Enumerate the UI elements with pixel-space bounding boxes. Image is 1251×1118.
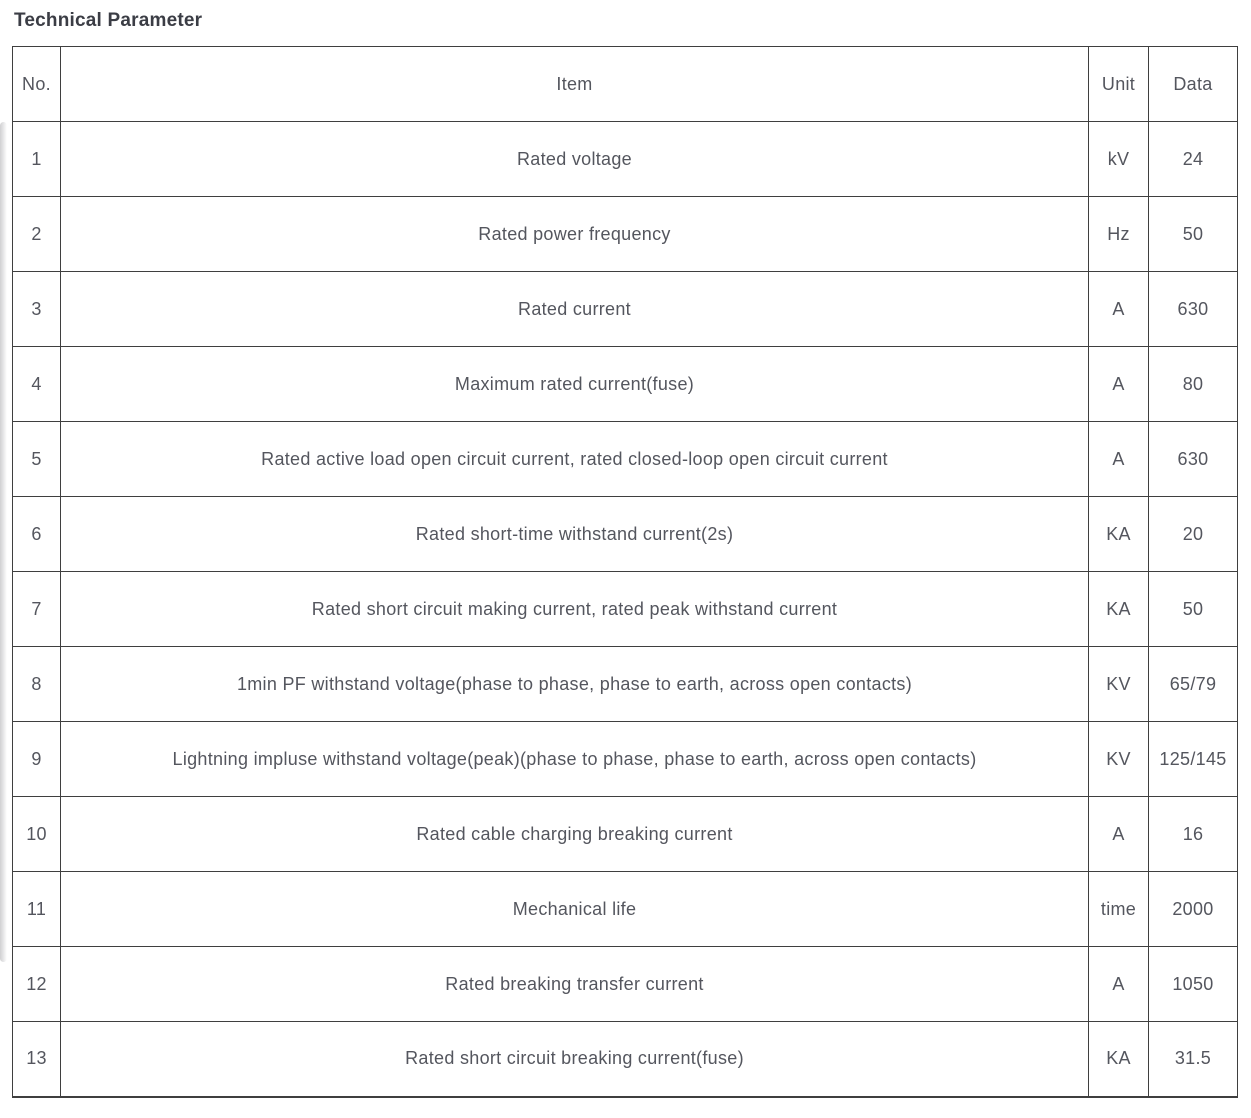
cell-item: Lightning impluse withstand voltage(peak)(phase to phase, phase to earth, across open contacts) (61, 722, 1089, 797)
header-item: Item (61, 47, 1089, 122)
header-data: Data (1149, 47, 1238, 122)
cell-no: 6 (13, 497, 61, 572)
cell-data: 125/145 (1149, 722, 1238, 797)
cell-item: Rated cable charging breaking current (61, 797, 1089, 872)
cell-unit: A (1089, 797, 1149, 872)
cell-no: 8 (13, 647, 61, 722)
cell-item: Rated short-time withstand current(2s) (61, 497, 1089, 572)
table-row (13, 272, 1238, 347)
table-row (13, 572, 1238, 647)
cell-no: 7 (13, 572, 61, 647)
left-edge-shadow (0, 122, 7, 962)
cell-unit: KV (1089, 647, 1149, 722)
table-row (13, 722, 1238, 797)
cell-data: 31.5 (1149, 1022, 1238, 1097)
cell-no: 11 (13, 872, 61, 947)
cell-item: Rated active load open circuit current, rated closed-loop open circuit current (61, 422, 1089, 497)
technical-parameter-table (12, 46, 1238, 1098)
cell-no: 12 (13, 947, 61, 1022)
page-title: Technical Parameter (14, 10, 203, 31)
table-row (13, 197, 1238, 272)
cell-no: 2 (13, 197, 61, 272)
cell-no: 9 (13, 722, 61, 797)
cell-item: Rated breaking transfer current (61, 947, 1089, 1022)
cell-data: 50 (1149, 572, 1238, 647)
cell-unit: A (1089, 422, 1149, 497)
cell-data: 2000 (1149, 872, 1238, 947)
header-row (13, 47, 1238, 122)
table-row (13, 497, 1238, 572)
table-row (13, 797, 1238, 872)
table-row (13, 422, 1238, 497)
table-row (13, 347, 1238, 422)
cell-data: 65/79 (1149, 647, 1238, 722)
cell-item: Maximum rated current(fuse) (61, 347, 1089, 422)
cell-data: 24 (1149, 122, 1238, 197)
cell-item: Rated short circuit making current, rated peak withstand current (61, 572, 1089, 647)
cell-data: 20 (1149, 497, 1238, 572)
cell-item: Rated short circuit breaking current(fuse) (61, 1022, 1089, 1097)
cell-unit: KA (1089, 497, 1149, 572)
cell-data: 50 (1149, 197, 1238, 272)
cell-unit: A (1089, 272, 1149, 347)
table-row (13, 647, 1238, 722)
cell-unit: KA (1089, 572, 1149, 647)
table-row (13, 872, 1238, 947)
cell-item: Rated current (61, 272, 1089, 347)
header-no: No. (13, 47, 61, 122)
cell-no: 3 (13, 272, 61, 347)
cell-unit: time (1089, 872, 1149, 947)
table-header (13, 47, 1238, 122)
cell-item: Rated power frequency (61, 197, 1089, 272)
cell-unit: KA (1089, 1022, 1149, 1097)
cell-item: Rated voltage (61, 122, 1089, 197)
cell-data: 1050 (1149, 947, 1238, 1022)
cell-unit: A (1089, 947, 1149, 1022)
cell-no: 4 (13, 347, 61, 422)
cell-data: 630 (1149, 422, 1238, 497)
table-row (13, 1022, 1238, 1097)
table-body (13, 122, 1238, 1097)
cell-no: 10 (13, 797, 61, 872)
cell-data: 16 (1149, 797, 1238, 872)
cell-no: 13 (13, 1022, 61, 1097)
cell-unit: A (1089, 347, 1149, 422)
cell-data: 80 (1149, 347, 1238, 422)
cell-unit: kV (1089, 122, 1149, 197)
cell-item: 1min PF withstand voltage(phase to phase, phase to earth, across open contacts) (61, 647, 1089, 722)
cell-no: 1 (13, 122, 61, 197)
cell-data: 630 (1149, 272, 1238, 347)
table-row (13, 947, 1238, 1022)
cell-no: 5 (13, 422, 61, 497)
cell-item: Mechanical life (61, 872, 1089, 947)
cell-unit: KV (1089, 722, 1149, 797)
table-row (13, 122, 1238, 197)
cell-unit: Hz (1089, 197, 1149, 272)
header-unit: Unit (1089, 47, 1149, 122)
